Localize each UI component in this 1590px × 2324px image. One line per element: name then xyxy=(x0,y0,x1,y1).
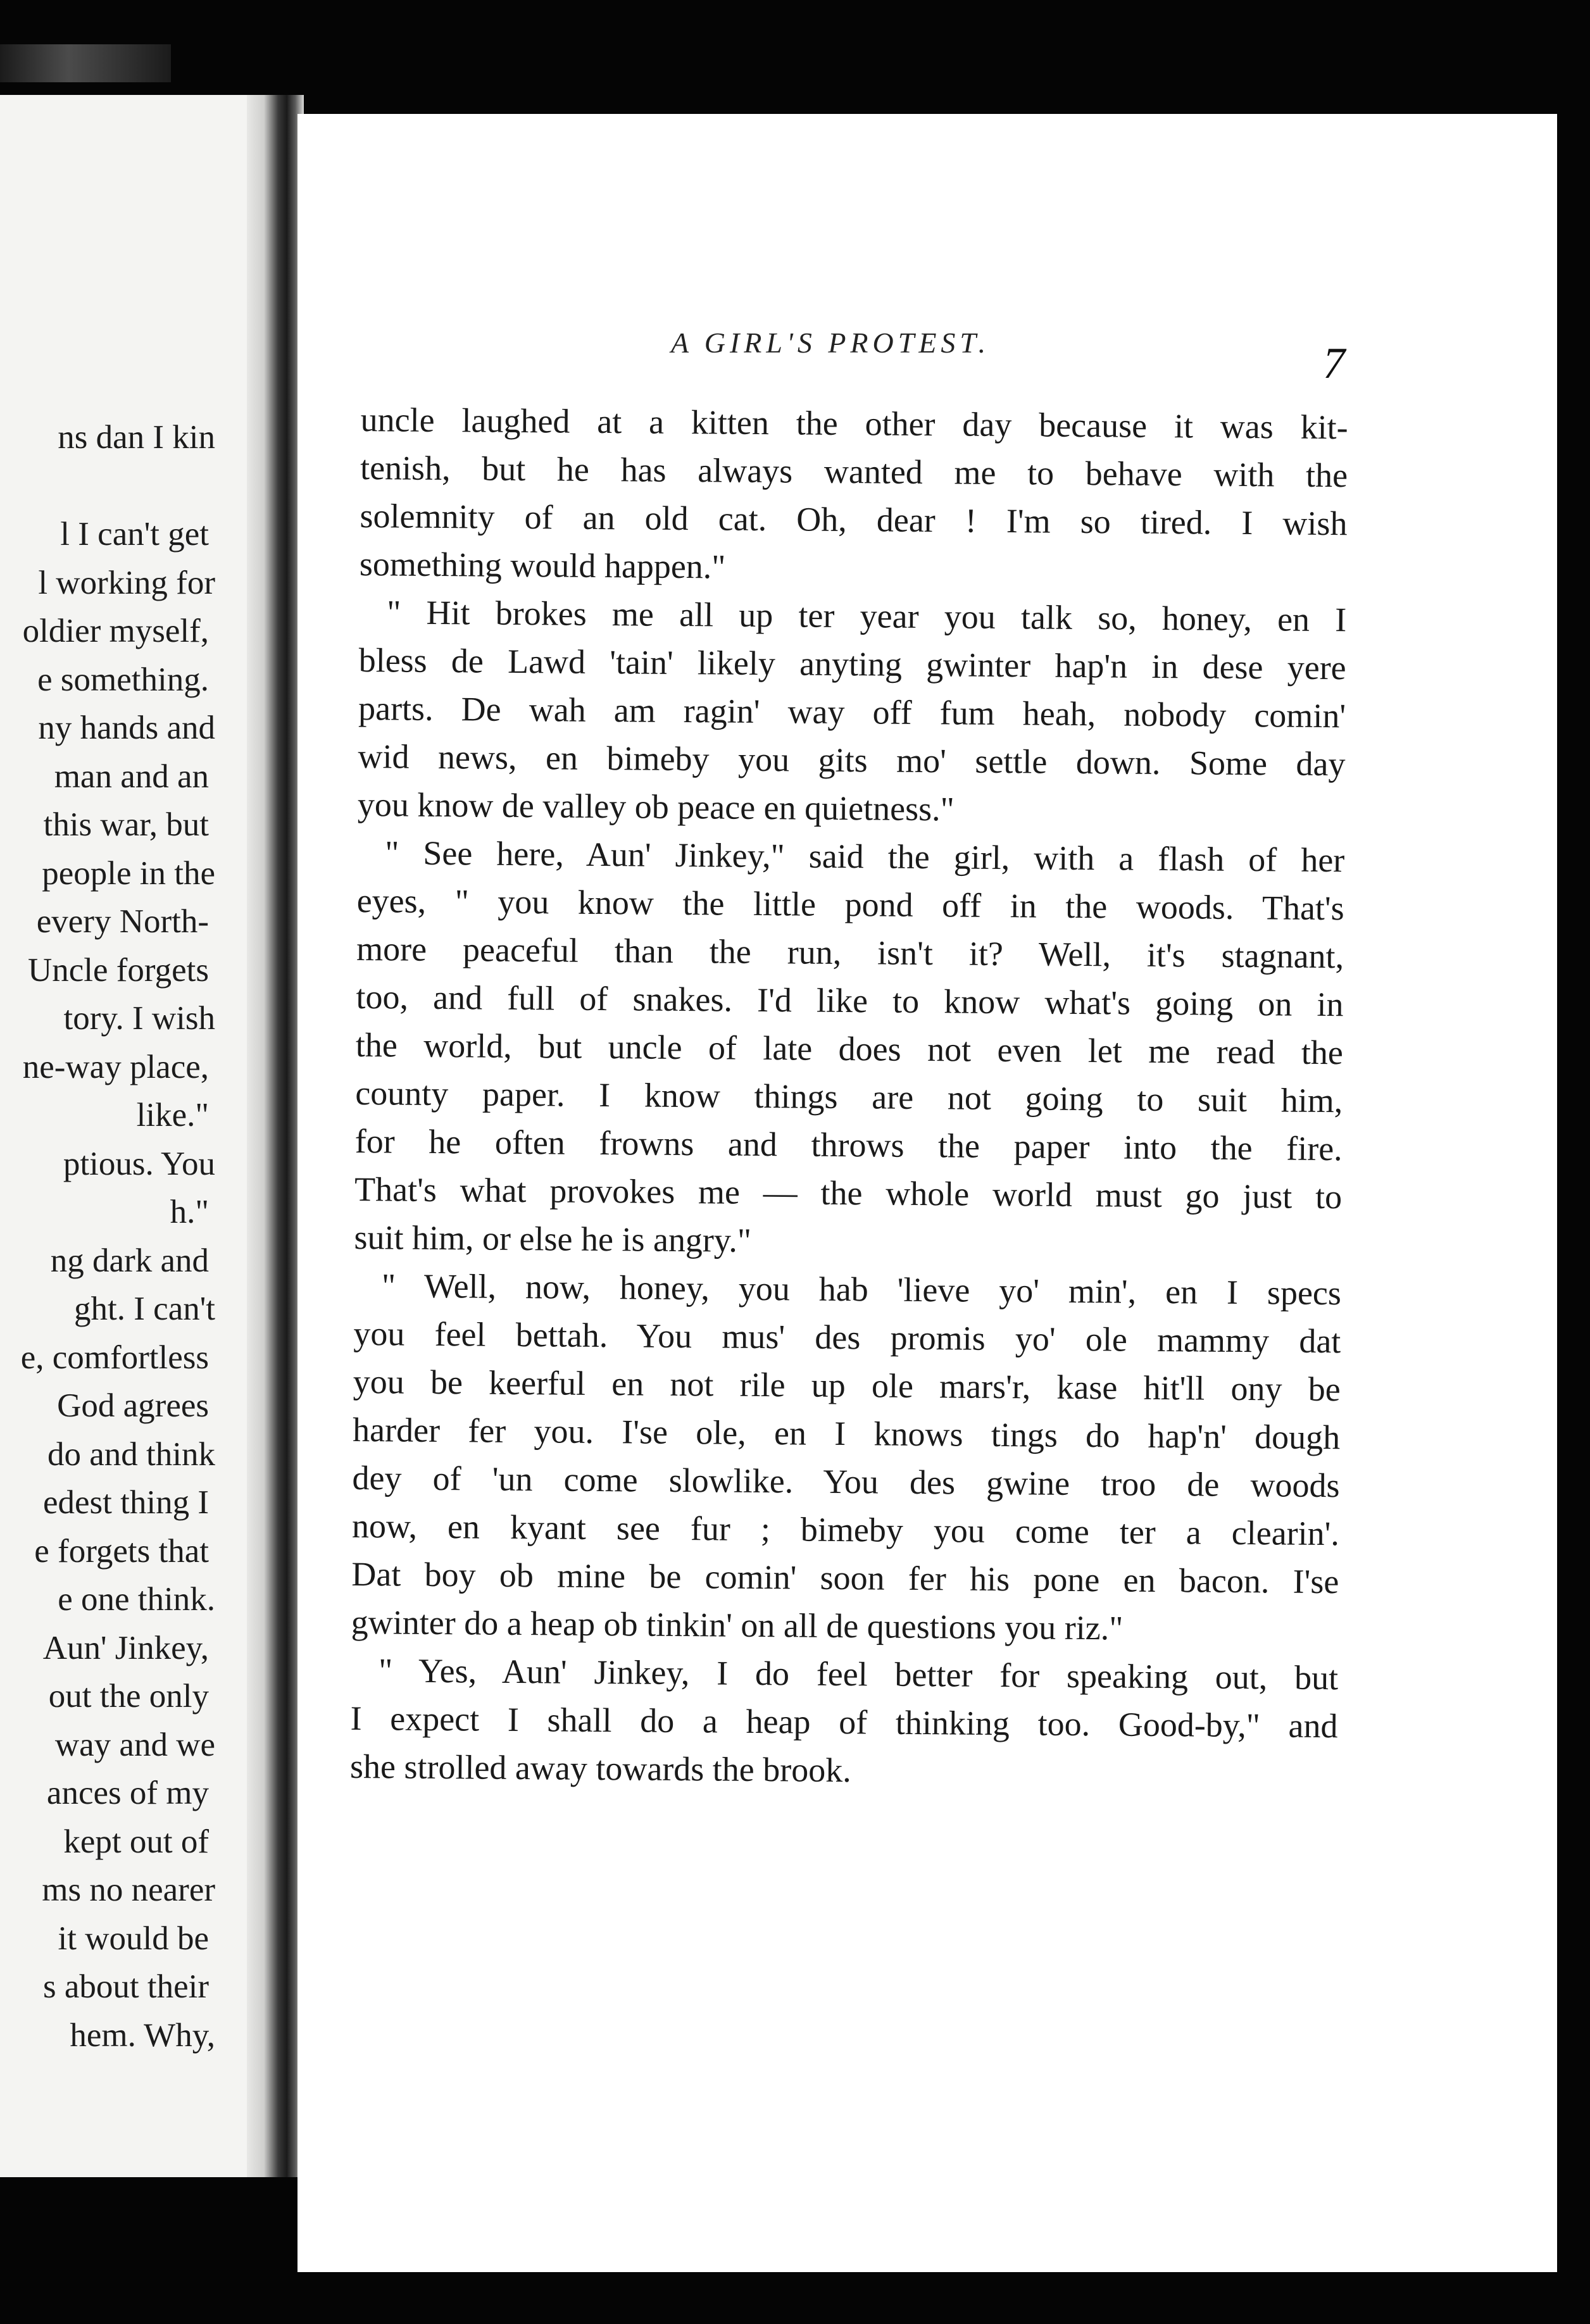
left-page-line: ptious. You xyxy=(63,1145,215,1182)
body-text-line: uncle laughed at a kitten the other day because it was kit- xyxy=(360,400,1348,447)
body-text-line: " Hit brokes me all up ter year you talk so, honey, en I xyxy=(387,593,1347,639)
body-text-line: Dat boy ob mine be comin' soon fer his pone en bacon. I'se xyxy=(351,1554,1339,1601)
body-text-line: gwinter do a heap ob tinkin' on all de questions you riz." xyxy=(351,1602,1124,1647)
left-page-line: e forgets that xyxy=(34,1532,209,1570)
body-text-line: she strolled away towards the brook. xyxy=(349,1747,852,1790)
body-text-line: now, en kyant see fur ; bimeby you come ter a clearin'. xyxy=(351,1506,1340,1553)
body-text-line: something would happen." xyxy=(359,544,726,586)
body-text-line: wid news, en bimeby you gits mo' settle down. Some day xyxy=(358,737,1346,784)
left-page-line: man and an xyxy=(54,758,209,795)
left-page-line: God agrees xyxy=(57,1387,209,1424)
left-page-line: s about their xyxy=(43,1968,209,2005)
left-page-line: it would be xyxy=(58,1920,209,1957)
body-text-line: county paper. I know things are not going to suit him, xyxy=(355,1073,1343,1120)
left-page-line: ances of my xyxy=(46,1775,209,1811)
running-head: A GIRL'S PROTEST. xyxy=(671,327,991,359)
left-page-line: ns dan I kin xyxy=(58,419,215,456)
body-text-line: the world, but uncle of late does not even let me read the xyxy=(355,1025,1344,1072)
left-page-line: l I can't get xyxy=(60,516,209,553)
left-page-line: l working for xyxy=(38,564,215,601)
left-page-line: Aun' Jinkey, xyxy=(42,1629,209,1666)
left-page-line: ng dark and xyxy=(50,1242,209,1279)
body-text-line: tenish, but he has always wanted me to behave with the xyxy=(360,448,1348,495)
book-gutter xyxy=(247,95,304,2177)
left-page-line: e one think. xyxy=(58,1581,215,1618)
left-page-line: ne-way place, xyxy=(22,1048,209,1085)
left-page-line: ny hands and xyxy=(38,709,215,746)
body-text-line: too, and full of snakes. I'd like to know what's going on in xyxy=(356,977,1344,1024)
body-text-line: bless de Lawd 'tain' likely anyting gwinter hap'n in dese yere xyxy=(358,640,1346,687)
left-page-line: way and we xyxy=(54,1726,215,1763)
body-text-line: eyes, " you know the little pond off in the woods. That's xyxy=(356,881,1344,928)
body-text-line: That's what provokes me — the whole world must go just to xyxy=(354,1170,1343,1216)
body-text-line: for he often frowns and throws the paper into the fire. xyxy=(354,1121,1343,1168)
body-text-line: harder fer you. I'se ole, en I knows tings do hap'n' dough xyxy=(352,1410,1341,1457)
body-text-line: dey of 'un come slowlike. You des gwine troo de woods xyxy=(352,1458,1340,1505)
body-text-line: you know de valley ob peace en quietness." xyxy=(357,785,955,828)
left-page-line: ms no nearer xyxy=(42,1871,215,1908)
body-text-line: suit him, or else he is angry." xyxy=(354,1218,752,1259)
body-text-line: you be keerful en not rile up ole mars'r, kase hit'll ony be xyxy=(353,1362,1341,1409)
body-text-line: solemnity of an old cat. Oh, dear ! I'm so tired. I wish xyxy=(360,496,1348,543)
body-text xyxy=(350,396,1348,1798)
body-text-line: " Well, now, honey, you hab 'lieve yo' min', en I specs xyxy=(381,1266,1342,1313)
left-page-line: do and think xyxy=(47,1435,215,1473)
left-page-line: e, comfortless xyxy=(20,1339,209,1376)
left-page-line: this war, but xyxy=(43,806,209,843)
left-page-line: e something. xyxy=(37,661,209,698)
left-page-line: edest thing I xyxy=(43,1484,209,1521)
left-page-line: every North- xyxy=(36,903,209,940)
body-text-line: " Yes, Aun' Jinkey, I do feel better for speaking out, but xyxy=(378,1651,1339,1697)
body-text-line: " See here, Aun' Jinkey," said the girl, with a flash of her xyxy=(385,834,1345,880)
left-page-line: kept out of xyxy=(63,1823,209,1860)
left-page-line: like." xyxy=(136,1097,209,1134)
body-text-line: you feel bettah. You mus' des promis yo' ole mammy dat xyxy=(353,1314,1341,1361)
left-page-line: tory. I wish xyxy=(63,1000,215,1037)
body-text-line: parts. De wah am ragin' way off fum heah, nobody comin' xyxy=(358,689,1346,735)
page-number: 7 xyxy=(1323,339,1345,388)
left-page-line: ght. I can't xyxy=(74,1290,215,1327)
body-text-line: I expect I shall do a heap of thinking too. Good-by," and xyxy=(350,1699,1338,1746)
left-page-line: oldier myself, xyxy=(22,613,209,649)
left-page-fragment xyxy=(0,95,279,2177)
left-page-line: people in the xyxy=(42,854,215,892)
left-page-line: hem. Why, xyxy=(70,2016,215,2054)
right-page xyxy=(297,114,1557,2272)
left-page-line: Uncle forgets xyxy=(27,951,209,989)
body-text-line: more peaceful than the run, isn't it? Well, it's stagnant, xyxy=(356,929,1344,976)
binding-smudge xyxy=(0,44,171,82)
left-page-line: out the only xyxy=(48,1678,209,1715)
left-page-line: h." xyxy=(170,1194,209,1230)
